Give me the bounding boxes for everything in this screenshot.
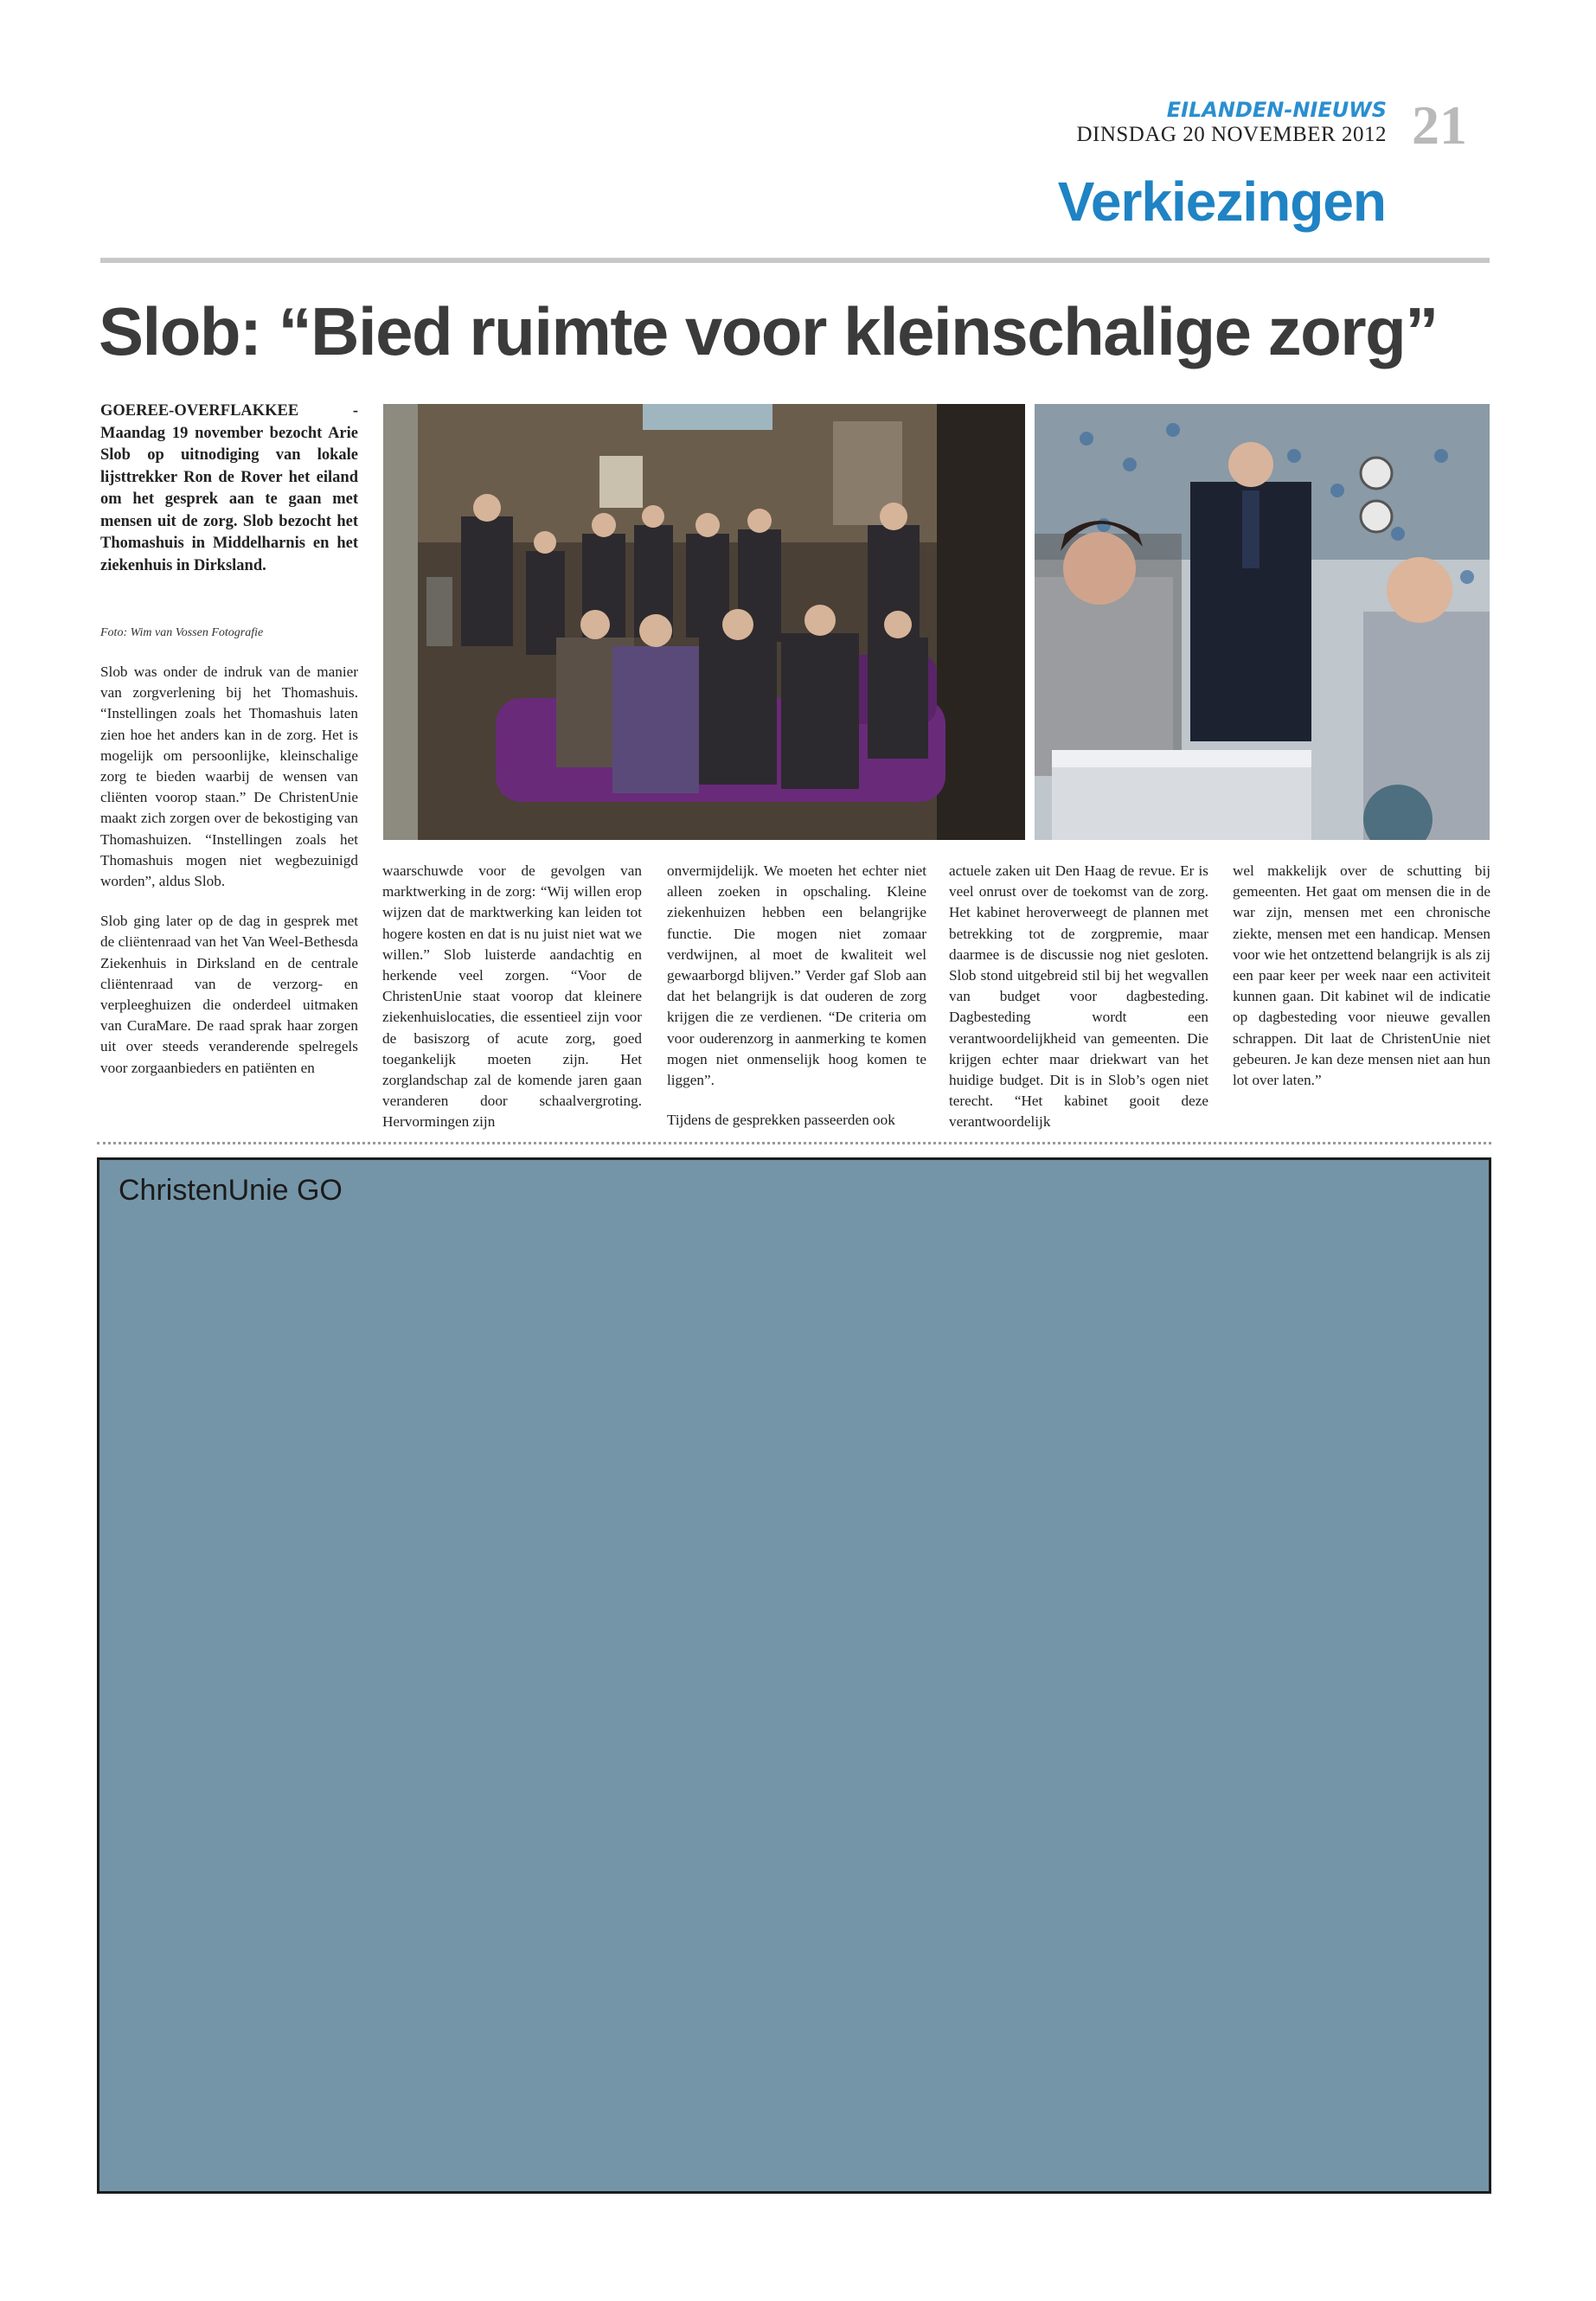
paragraph: Tijdens de gesprekken passeerden ook — [667, 1112, 895, 1129]
article-lead: GOEREE-OVERFLAKKEE - Maandag 19 november bezocht Arie Slob op uitnodiging van lokale lijsttrekker Ron de Rover het eiland om het gesprek aan te gaan met mensen uit de zorg. Slob bezocht het Thomashuis in Middelharnis en het ziekenhuis in Dirksland. — [100, 402, 358, 574]
care-visit-photo-illustration — [1035, 404, 1490, 840]
paragraph: waarschuwde voor de gevolgen van marktwerking in de zorg: “Wij willen erop wijzen dat de marktwerking kan leiden tot hogere kosten en dat is nu juist niet wat we willen.” Slob luisterde aandachtig en herkende veel zorgen. “Voor de ChristenUnie staat voorop dat kleinere ziekenhuislocaties, die essentieel zijn voor de basiszorg of acute zorg, goed toegankelijk moeten zijn. Het zorglandschap zal de komende jaren gaan veranderen door schaalvergroting. Hervormingen zijn — [382, 862, 642, 1131]
photo-credit: Foto: Wim van Vossen Fotografie — [100, 626, 264, 639]
paragraph: wel makkelijk over de schutting bij gemeenten. Het gaat om mensen die in de war zijn, mensen met een chronische ziekte, mensen met een handicap. Mensen voor wie het ontzettend belangrijk is als zij een paar keer per week naar een activiteit kunnen gaan. Dit kabinet wil de indicatie op dagbesteding voor nieuwe gevallen schrappen. Dit laat de ChristenUnie niet gebeuren. Je kan deze mensen niet aan hun lot over laten.” — [1233, 862, 1490, 1089]
group-photo — [383, 404, 1025, 840]
care-visit-photo — [1035, 404, 1490, 840]
article-column-3 — [667, 861, 926, 1150]
issue-date: DINSDAG 20 NOVEMBER 2012 — [1076, 123, 1387, 146]
article-column-5 — [1233, 861, 1490, 1110]
section-title: Verkiezingen — [1057, 170, 1386, 233]
article-column-2 — [382, 861, 642, 1152]
article-column-1 — [100, 662, 358, 1098]
article-headline: Slob: “Bied ruimte voor kleinschalige zorg” — [99, 293, 1438, 369]
paragraph: Slob was onder de indruk van de manier van zorgverlening bij het Thomashuis. “Instellingen zoals het Thomashuis laten zien hoe het anders kan in de zorg. Het is mogelijk om persoonlijke, kleinschalige zorg te bieden waarbij de wensen van cliënten voorop staan.” De ChristenUnie maakt zich zorgen over de bekostiging van Thomashuizen. “Instellingen zoals het Thomashuis mogen niet wegbezuinigd worden”, aldus Slob. — [100, 663, 358, 890]
advertisement-block — [97, 1157, 1491, 2194]
dotted-separator — [97, 1142, 1491, 1144]
section-divider — [100, 258, 1490, 263]
page-number: 21 — [1412, 94, 1467, 156]
group-photo-illustration — [383, 404, 1025, 840]
advertisement-label: ChristenUnie GO — [119, 1174, 343, 1207]
paragraph: onvermijdelijk. We moeten het echter niet alleen zoeken in opschaling. Kleine ziekenhuizen hebben een belangrijke functie. Die mogen niet zomaar verdwijnen, al moet de kwaliteit wel gewaarborgd blijven.” Verder gaf Slob aan dat het belangrijk is dat ouderen de zorg krijgen die ze verdienen. “De criteria om voor ouderenzorg in aanmerking te komen mogen niet onmenselijk hoog komen te liggen”. — [667, 862, 926, 1089]
paragraph: Slob ging later op de dag in gesprek met de cliëntenraad van het Van Weel-Bethesda Ziekenhuis in Dirksland en de centrale cliëntenraad van de verzorg- en verpleeghuizen die onderdeel uitmaken van CuraMare. De raad sprak haar zorgen uit over steeds veranderende spelregels voor zorgaanbieders en patiënten en — [100, 913, 358, 1076]
brand-logo: EILANDEN-NIEUWS — [1166, 98, 1387, 122]
article-column-4 — [949, 861, 1208, 1152]
paragraph: actuele zaken uit Den Haag de revue. Er is veel onrust over de toekomst van de zorg. Het kabinet heroverweegt de plannen met betrekking tot de zorgpremie, maar daarmee is de discussie nog niet gesloten. Slob stond uitgebreid stil bij het wegvallen van budget voor dagbesteding. Dagbesteding wordt een verantwoordelijkheid van gemeenten. Die krijgen echter maar driekwart van het huidige budget. Dit is in Slob’s ogen niet terecht. “Het kabinet gooit deze verantwoordelijk — [949, 862, 1208, 1131]
